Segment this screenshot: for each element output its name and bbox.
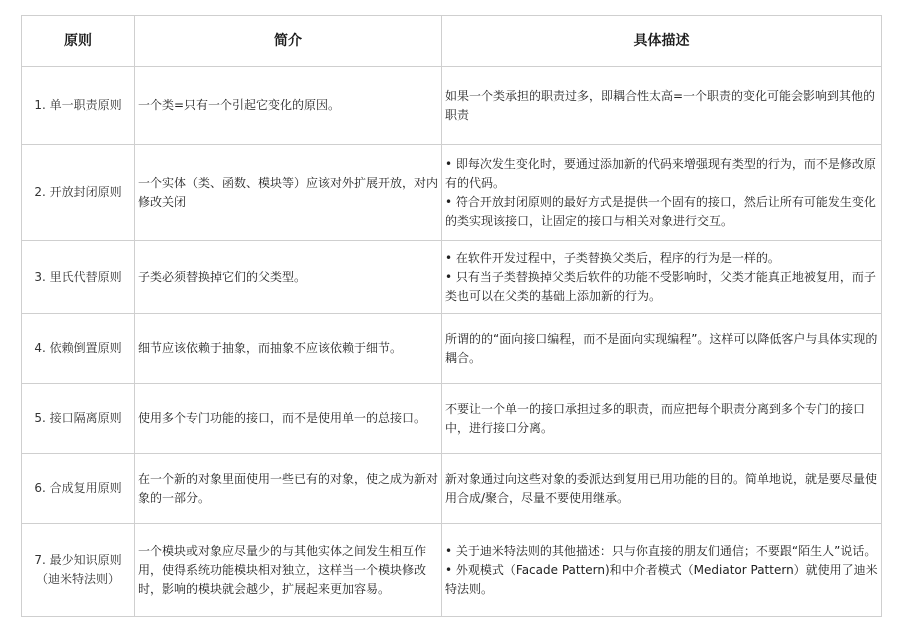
details-line: • 只有当子类替换掉父类后软件的功能不受影响时，父类才能真正地被复用，而子类也可以在父类的基础上添加新的行为。: [445, 269, 876, 303]
details-cell: [442, 454, 882, 524]
details-line: • 外观模式（Facade Pattern)和中介者模式（Mediator Pattern）就使用了迪米特法则。: [445, 562, 878, 596]
table-row: [22, 67, 882, 145]
principle-cell: [22, 67, 135, 145]
table-row: [22, 524, 882, 617]
summary-cell: 子类必须替换掉它们的父类型。: [135, 241, 442, 314]
table-row: [22, 454, 882, 524]
summary-cell: 细节应该依赖于抽象，而抽象不应该依赖于细节。: [135, 314, 442, 384]
summary-cell: 一个类=只有一个引起它变化的原因。: [135, 67, 442, 145]
principle-cell: [22, 454, 135, 524]
details-cell: [442, 67, 882, 145]
principle-alias: （迪米特法则）: [35, 572, 120, 586]
design-principles-table: [21, 15, 882, 617]
table-row: [22, 145, 882, 241]
table-row: [22, 241, 882, 314]
details-line: • 在软件开发过程中，子类替换父类后，程序的行为是一样的。: [445, 250, 780, 265]
table-row: [22, 384, 882, 454]
details-line: 不要让一个单一的接口承担过多的职责，而应把每个职责分离到多个专门的接口中，进行接口分离。: [445, 401, 866, 435]
principle-name: 7. 最少知识原则: [34, 553, 122, 567]
details-line: • 即每次发生变化时，要通过添加新的代码来增强现有类型的行为，而不是修改原有的代码。: [445, 156, 876, 190]
principle-cell: [22, 524, 135, 617]
principle-cell: [22, 314, 135, 384]
details-line: 所谓的的“面向接口编程，而不是面向实现编程”。这样可以降低客户与具体实现的耦合。: [445, 331, 878, 365]
header-principle: 原则: [22, 16, 135, 67]
principles-table-container: [21, 15, 882, 617]
summary-cell: 在一个新的对象里面使用一些已有的对象，使之成为新对象的一部分。: [135, 454, 442, 524]
summary-cell: 使用多个专门功能的接口，而不是使用单一的总接口。: [135, 384, 442, 454]
principle-name: 4. 依赖倒置原则: [34, 341, 122, 355]
table-header-row: [22, 16, 882, 67]
details-cell: [442, 241, 882, 314]
details-line: 如果一个类承担的职责过多，即耦合性太高=一个职责的变化可能会影响到其他的职责: [445, 88, 876, 122]
principle-cell: [22, 145, 135, 241]
summary-cell: 一个模块或对象应尽量少的与其他实体之间发生相互作用，使得系统功能模块相对独立，这样当一个模块修改时，影响的模块就会越少，扩展起来更加容易。: [135, 524, 442, 617]
principle-name: 3. 里氏代替原则: [34, 269, 122, 284]
details-cell: [442, 145, 882, 241]
principle-cell: [22, 384, 135, 454]
details-cell: [442, 314, 882, 384]
principle-name: 2. 开放封闭原则: [34, 185, 122, 199]
header-summary: 简介: [135, 16, 442, 67]
details-line: 新对象通过向这些对象的委派达到复用已用功能的目的。简单地说，就是要尽量使用合成/聚合，尽量不要使用继承。: [445, 471, 878, 505]
details-line: • 符合开放封闭原则的最好方式是提供一个固有的接口，然后让所有可能发生变化的类实现该接口，让固定的接口与相关对象进行交互。: [445, 194, 876, 228]
details-line: • 关于迪米特法则的其他描述：只与你直接的朋友们通信；不要跟“陌生人”说话。: [445, 543, 877, 558]
principle-name: 5. 接口隔离原则: [34, 411, 122, 425]
principle-name: 1. 单一职责原则: [34, 98, 122, 112]
details-cell: [442, 524, 882, 617]
header-details: 具体描述: [442, 16, 882, 67]
table-row: [22, 314, 882, 384]
summary-cell: 一个实体（类、函数、模块等）应该对外扩展开放，对内修改关闭: [135, 145, 442, 241]
principle-cell: [22, 241, 135, 314]
details-cell: [442, 384, 882, 454]
principle-name: 6. 合成复用原则: [34, 481, 122, 495]
